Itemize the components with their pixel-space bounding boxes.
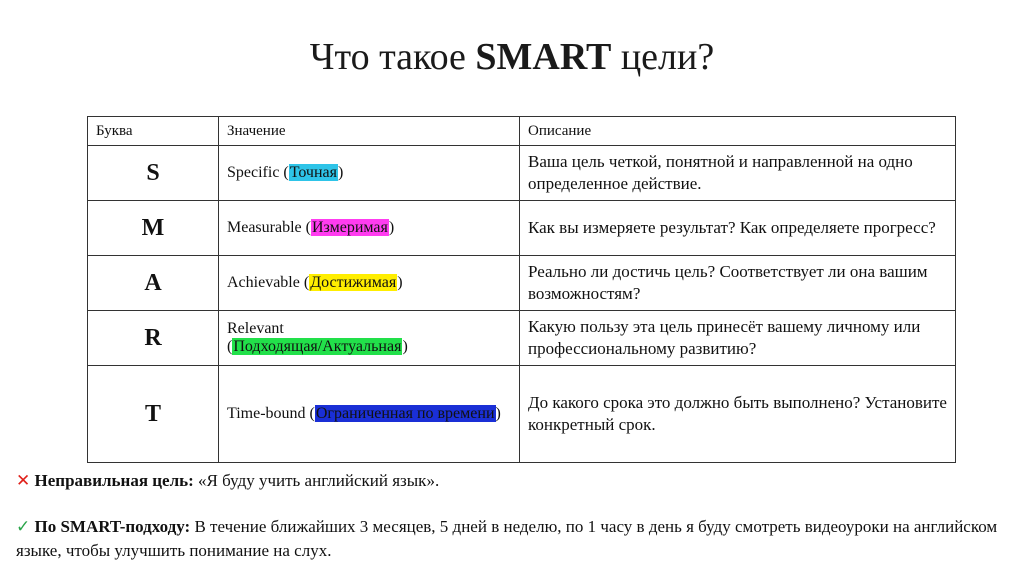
header-meaning: Значение	[219, 117, 520, 146]
row-letter: T	[88, 366, 219, 463]
row-description: Как вы измеряете результат? Как определяете прогресс?	[520, 201, 956, 256]
translation-highlight: Измеримая	[311, 219, 388, 236]
meaning-text: Relevant	[227, 320, 284, 337]
wrong-goal-note	[16, 469, 1006, 493]
table-header-row	[88, 117, 956, 146]
meaning-text: Measurable	[227, 219, 302, 236]
row-meaning: Specific (Точная)	[219, 146, 520, 201]
row-description: Ваша цель четкой, понятной и направленной на одно определенное действие.	[520, 146, 956, 201]
translation-highlight: Достижимая	[310, 274, 397, 291]
row-meaning: Achievable (Достижимая)	[219, 256, 520, 311]
row-letter: A	[88, 256, 219, 311]
table-row	[88, 366, 956, 463]
row-letter: R	[88, 311, 219, 366]
table-row	[88, 146, 956, 201]
wrong-goal-label: Неправильная цель:	[34, 471, 194, 490]
translation-highlight: Точная	[289, 164, 337, 181]
row-meaning: Measurable (Измеримая)	[219, 201, 520, 256]
title-bold: SMART	[475, 36, 612, 78]
table-row	[88, 311, 956, 366]
row-meaning: Time-bound (Ограниченная по времени)	[219, 366, 520, 463]
row-letter: S	[88, 146, 219, 201]
row-meaning: Relevant (Подходящая/Актуальная)	[219, 311, 520, 366]
translation-highlight: Подходящая/Актуальная	[233, 338, 402, 355]
table-row	[88, 256, 956, 311]
slide-title	[0, 34, 1024, 80]
table-row	[88, 201, 956, 256]
check-mark-icon: ✓	[16, 517, 31, 537]
smart-goal-label: По SMART-подходу:	[34, 517, 191, 536]
meaning-text: Time-bound	[227, 405, 306, 422]
smart-goal-text: В течение ближайших 3 месяцев, 5 дней в неделю, по 1 часу в день я буду смотреть видеоуроки на английском языке, чтобы улучшить понимание на слух.	[16, 517, 998, 560]
header-description: Описание	[520, 117, 956, 146]
smart-goal-note	[16, 515, 1006, 562]
row-letter: M	[88, 201, 219, 256]
meaning-text: Achievable	[227, 274, 300, 291]
smart-table	[87, 116, 956, 463]
meaning-text: Specific	[227, 164, 280, 181]
row-description: До какого срока это должно быть выполнено? Установите конкретный срок.	[520, 366, 956, 463]
title-suffix: цели?	[611, 36, 715, 78]
row-description: Какую пользу эта цель принесёт вашему личному или профессиональному развитию?	[520, 311, 956, 366]
header-letter: Буква	[88, 117, 219, 146]
cross-mark-icon: ✕	[16, 471, 31, 491]
wrong-goal-text: «Я буду учить английский язык».	[193, 471, 440, 490]
row-description: Реально ли достичь цель? Соответствует ли она вашим возможностям?	[520, 256, 956, 311]
title-prefix: Что такое	[309, 36, 476, 78]
translation-highlight: Ограниченная по времени	[315, 405, 495, 422]
